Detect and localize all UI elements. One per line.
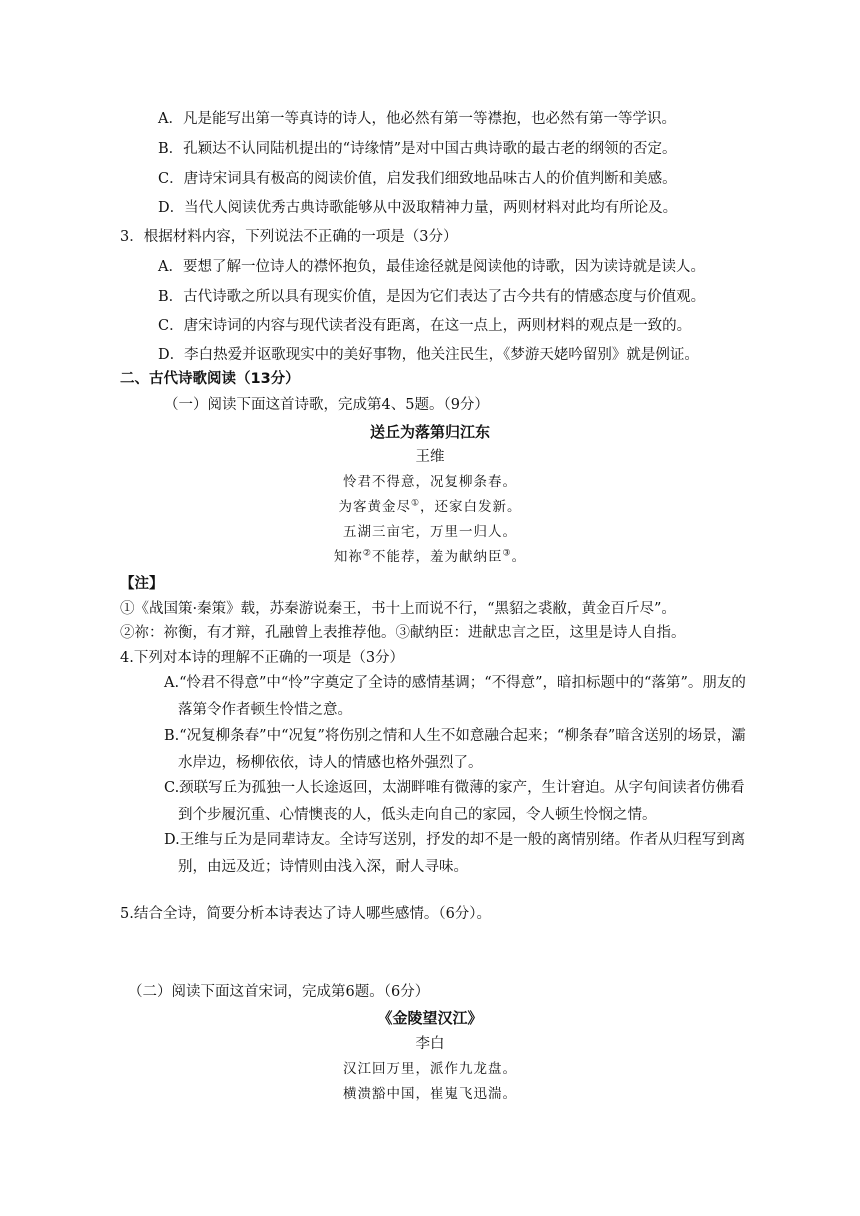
part1-intro: （一）阅读下面这首诗歌，完成第4、5题。（9分） <box>164 397 489 413</box>
q5-stem: 5.结合全诗，简要分析本诗表达了诗人哪些感情。（6分）。 <box>120 906 492 922</box>
poem2-title: 《金陵望汉江》 <box>377 1009 483 1027</box>
poem1-line-4: 知祢②不能荐，羞为献纳臣③。 <box>333 548 527 565</box>
section-title: 二、古代诗歌阅读（13分） <box>120 371 300 387</box>
q4-option-a: A.“怜君不得意”中“怜”字奠定了全诗的感情基调；“不得意”，暗扣标题中的“落第”。朋友的落第令作者顿生怜惜之意。 <box>164 675 746 718</box>
note-1: ①《战国策·秦策》载，苏秦游说秦王，书十上而说不行，“黑貂之裘敝，黄金百斤尽”。 <box>120 601 676 617</box>
q2-option-c: C．唐诗宋词具有极高的阅读价值，启发我们细致地品味古人的价值判断和美感。 <box>158 171 677 187</box>
notes-heading: 【注】 <box>120 576 164 592</box>
poem1-line-1: 怜君不得意，况复柳条春。 <box>343 474 517 490</box>
q3-option-d: D．李白热爱并讴歌现实中的美好事物，他关注民生，《梦游天姥吟留别》就是例证。 <box>158 347 699 363</box>
q2-option-d: D．当代人阅读优秀古典诗歌能够从中汲取精神力量，两则材料对此均有所论及。 <box>158 200 678 216</box>
q4-stem: 4.下列对本诗的理解不正确的一项是（3分） <box>120 650 405 666</box>
poem1-author: 王维 <box>415 449 445 465</box>
q4-option-c: C.颈联写丘为孤独一人长途返回，太湖畔唯有微薄的家产，生计窘迫。从字句间读者仿佛看到个步履沉重、心情懊丧的人，低头走向自己的家园，令人顿生怜悯之情。 <box>164 780 745 823</box>
part2-intro: （二）阅读下面这首宋词，完成第6题。（6分） <box>128 984 430 1000</box>
q2-option-a: A．凡是能写出第一等真诗的诗人，他必然有第一等襟抱，也必然有第一等学识。 <box>158 111 676 127</box>
q4-option-d: D.王维与丘为是同辈诗友。全诗写送别，抒发的却不是一般的离情别绪。作者从归程写到离别，由远及近；诗情则由浅入深，耐人寻味。 <box>164 832 746 875</box>
q3-stem: 3．根据材料内容，下列说法不正确的一项是（3分） <box>120 229 458 245</box>
q4-option-b: B.“况复柳条春”中“况复”将伤别之情和人生不如意融合起来；“柳条春”暗含送别的场景，灞水岸边，杨柳依依，诗人的情感也格外强烈了。 <box>164 728 746 771</box>
q3-option-b: B．古代诗歌之所以具有现实价值，是因为它们表达了古今共有的情感态度与价值观。 <box>158 289 706 305</box>
q3-option-c: C．唐宋诗词的内容与现代读者没有距离，在这一点上，两则材料的观点是一致的。 <box>158 318 692 334</box>
poem1-title: 送丘为落第归江东 <box>369 423 490 441</box>
poem2-line-2: 横溃豁中国，崔嵬飞迅湍。 <box>343 1086 517 1102</box>
q3-option-a: A．要想了解一位诗人的襟怀抱负，最佳途径就是阅读他的诗歌，因为读诗就是读人。 <box>158 259 705 275</box>
q2-option-b: B．孔颖达不认同陆机提出的“诗缘情”是对中国古典诗歌的最古老的纲领的否定。 <box>158 141 677 157</box>
note-2: ②祢：祢衡，有才辩，孔融曾上表推荐他。③献纳臣：进献忠言之臣，这里是诗人自指。 <box>120 625 686 641</box>
poem2-line-1: 汉江回万里，派作九龙盘。 <box>343 1061 517 1077</box>
poem1-line-2: 为客黄金尽①，还家白发新。 <box>338 498 522 515</box>
poem2-author: 李白 <box>415 1036 445 1052</box>
poem1-line-3: 五湖三亩宅，万里一归人。 <box>343 524 517 540</box>
